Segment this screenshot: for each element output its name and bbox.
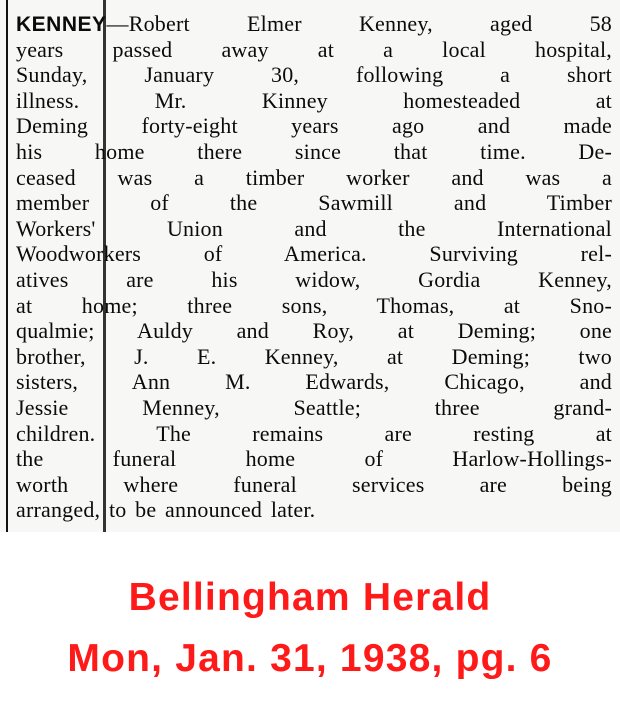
obituary-line: the funeral home of Harlow-Hollings-	[16, 446, 612, 472]
publication-date-caption: Mon, Jan. 31, 1938, pg. 6	[67, 637, 553, 680]
obituary-line: Workers' Union and the International	[16, 215, 612, 241]
obituary-line: worth where funeral services are being	[16, 471, 612, 497]
obituary-line: Jessie Menney, Seattle; three grand-	[16, 394, 612, 420]
obituary-line: years passed away at a local hospital,	[16, 36, 612, 62]
obituary-line	[16, 11, 612, 37]
obituary-line: sisters, Ann M. Edwards, Chicago, and	[16, 369, 612, 395]
obituary-line: at home; three sons, Thomas, at Sno-	[16, 292, 612, 318]
obituary-line: Deming forty-eight years ago and made	[16, 113, 612, 139]
obituary-line: children. The remains are resting at	[16, 420, 612, 446]
obituary-line: brother, J. E. Kenney, at Deming; two	[16, 343, 612, 369]
obituary-line: member of the Sawmill and Timber	[16, 190, 612, 216]
obituary-line: qualmie; Auldy and Roy, at Deming; one	[16, 318, 612, 344]
obituary-line: Woodworkers of America. Surviving rel-	[16, 241, 612, 267]
obituary-line: ceased was a timber worker and was a	[16, 164, 612, 190]
obituary-line: Sunday, January 30, following a short	[16, 62, 612, 88]
obituary-headword: KENNEY	[16, 13, 107, 36]
fold-line-left	[6, 0, 8, 532]
obituary-line: arranged, to be announced later.	[16, 497, 316, 523]
obituary-text	[16, 11, 612, 523]
newspaper-title-caption: Bellingham Herald	[128, 576, 492, 619]
obituary-line: his home there since that time. De-	[16, 138, 612, 164]
obituary-line: illness. Mr. Kinney homesteaded at	[16, 87, 612, 113]
obituary-line: atives are his widow, Gordia Kenney,	[16, 266, 612, 292]
obituary-line-text: —Robert Elmer Kenney, aged 58	[106, 11, 612, 36]
